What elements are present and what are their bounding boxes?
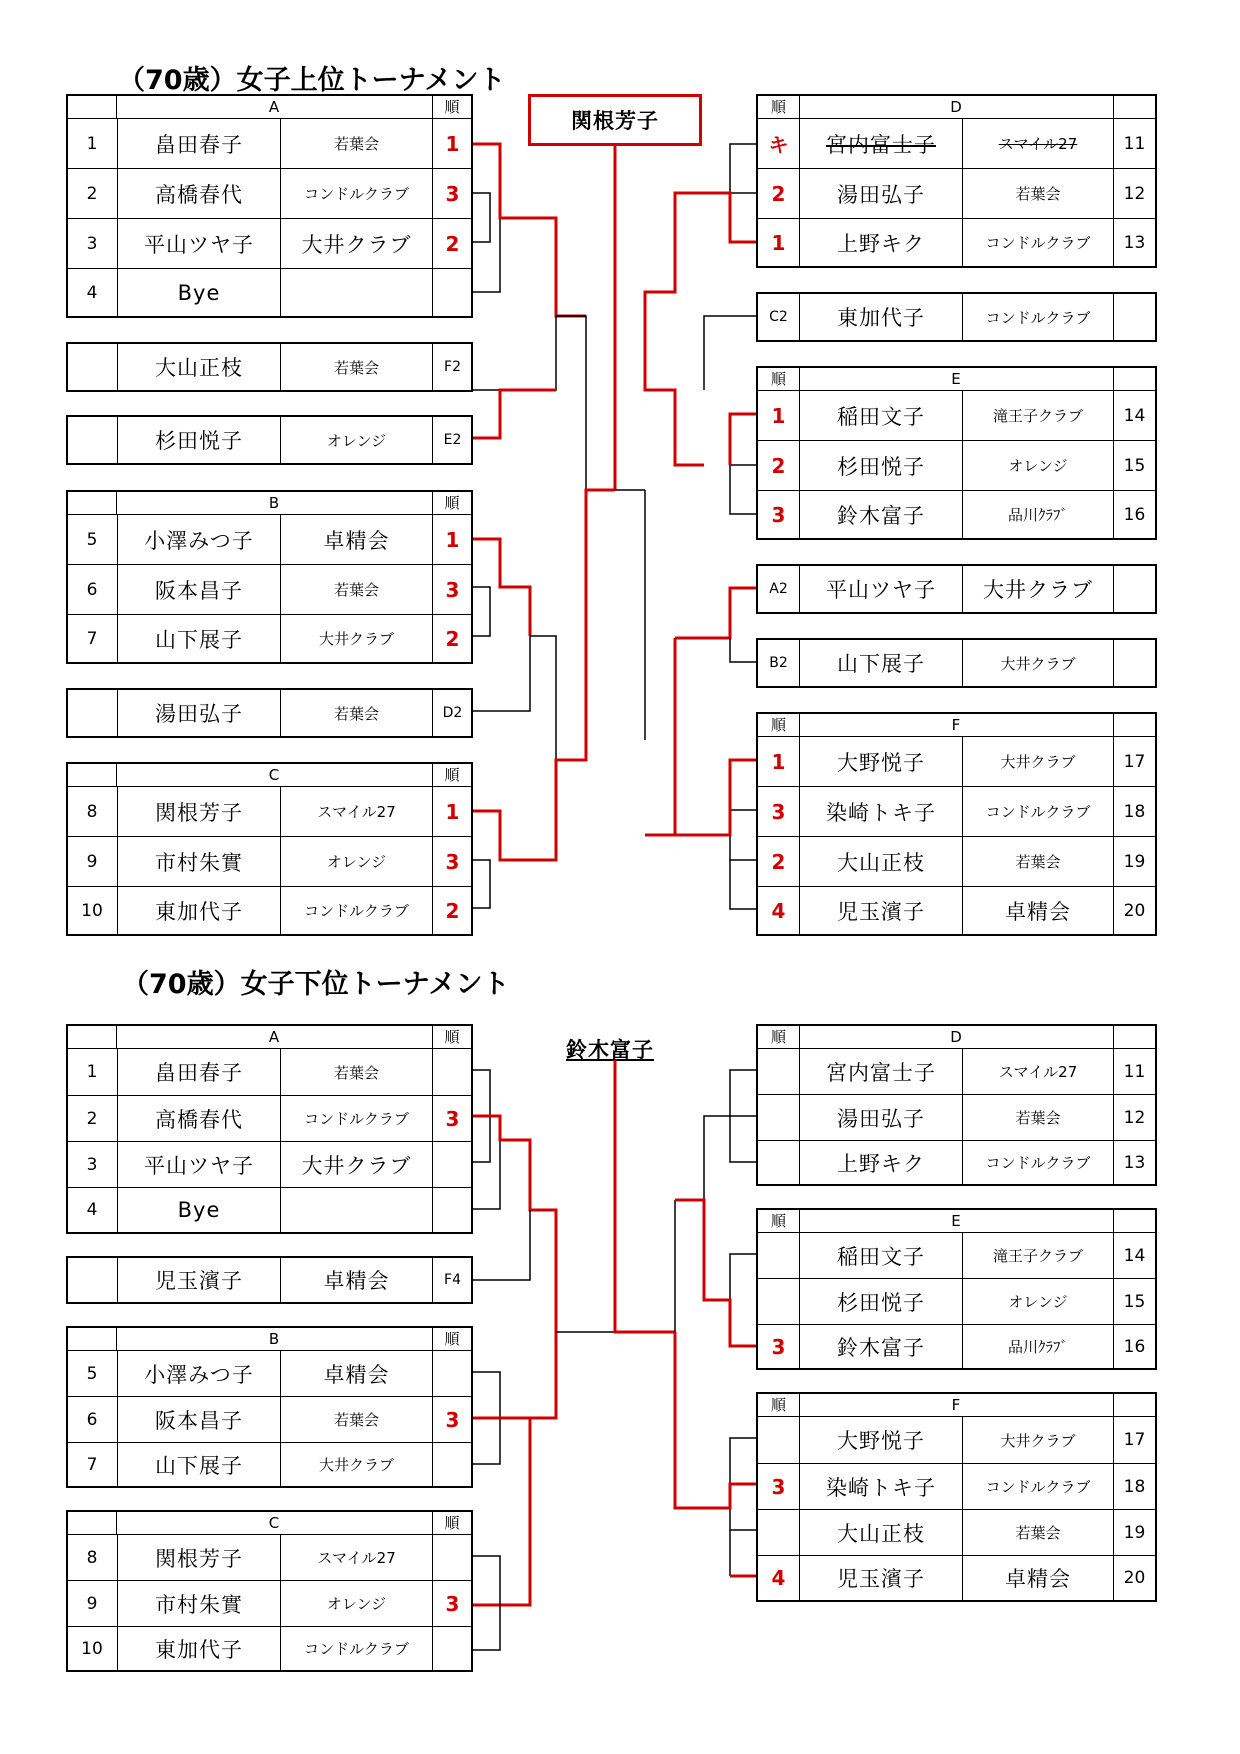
seed-code: D2 bbox=[432, 690, 472, 736]
rank-header: 順 bbox=[444, 1514, 460, 1532]
player-name: 大山正枝 bbox=[799, 837, 962, 886]
player-club: 若葉会 bbox=[962, 837, 1113, 886]
player-rank: 2 bbox=[432, 219, 472, 268]
player-club: 若葉会 bbox=[280, 344, 432, 390]
player-club: 大井クラブ bbox=[962, 640, 1113, 686]
player-club: コンドルクラブ bbox=[280, 1627, 432, 1670]
player-rank: 3 bbox=[432, 1397, 472, 1442]
player-name: 市村朱實 bbox=[117, 1581, 280, 1626]
player-club: コンドルクラブ bbox=[962, 1141, 1113, 1184]
player-name: 平山ツヤ子 bbox=[799, 566, 962, 612]
player-club: 品川ｸﾗﾌﾞ bbox=[962, 491, 1113, 538]
group-label: F bbox=[951, 716, 961, 734]
player-club: 若葉会 bbox=[280, 1049, 432, 1095]
player-rank: 2 bbox=[432, 615, 472, 662]
seed-number: 2 bbox=[86, 183, 98, 204]
player-rank: 3 bbox=[771, 502, 786, 527]
player-name: 山下展子 bbox=[799, 640, 962, 686]
upper-a-out bbox=[556, 316, 586, 490]
player-club: 卓精会 bbox=[962, 1556, 1113, 1600]
lower-d-rr-lines bbox=[675, 1070, 756, 1200]
player-name: 山下展子 bbox=[117, 615, 280, 662]
player-name: 東加代子 bbox=[117, 887, 280, 934]
seed-code: A2 bbox=[769, 581, 788, 597]
player-name: 上野キク bbox=[799, 1141, 962, 1184]
player-name: Bye bbox=[117, 1188, 280, 1232]
seed-number: 11 bbox=[1113, 119, 1155, 168]
seed-number: 19 bbox=[1113, 1510, 1155, 1555]
seed-number: 16 bbox=[1113, 491, 1155, 538]
rank-header: 順 bbox=[770, 370, 786, 388]
rank-header: 順 bbox=[770, 98, 786, 116]
player-rank: 1 bbox=[432, 119, 472, 168]
seed-number: 15 bbox=[1113, 441, 1155, 490]
rank-header: 順 bbox=[444, 766, 460, 784]
player-club: 品川ｸﾗﾌﾞ bbox=[962, 1325, 1113, 1368]
player-name: 宮内富士子 bbox=[799, 1049, 962, 1094]
player-rank: 1 bbox=[432, 787, 472, 836]
player-name: 湯田弘子 bbox=[799, 1095, 962, 1140]
upper-title: （70歳）女子上位トーナメント bbox=[118, 65, 506, 96]
group-label: E bbox=[951, 370, 961, 388]
upper-a2-out bbox=[645, 638, 675, 835]
player-name: 東加代子 bbox=[799, 294, 962, 340]
player-name: 湯田弘子 bbox=[799, 169, 962, 218]
player-name: 大山正枝 bbox=[117, 344, 280, 390]
player-name: 平山ツヤ子 bbox=[117, 1142, 280, 1187]
player-club: 若葉会 bbox=[280, 565, 432, 614]
rank-header: 順 bbox=[444, 1330, 460, 1348]
lower-final-line bbox=[615, 1060, 675, 1332]
group-label: C bbox=[268, 766, 280, 784]
upper-f-winner-line bbox=[675, 760, 756, 835]
lower-a-rr-lines bbox=[473, 1070, 500, 1209]
group-label: D bbox=[950, 98, 962, 116]
seed-number: 19 bbox=[1113, 837, 1155, 886]
player-name: 大山正枝 bbox=[799, 1510, 962, 1555]
upper-a2-line bbox=[675, 588, 756, 638]
player-club: コンドルクラブ bbox=[962, 294, 1113, 340]
upper-b-rr-lines bbox=[473, 587, 490, 636]
rank-header: 順 bbox=[770, 1212, 786, 1230]
player-rank: 4 bbox=[771, 898, 786, 923]
seed-number: 8 bbox=[86, 801, 98, 822]
player-rank: 3 bbox=[771, 1334, 786, 1359]
player-name: 児玉濱子 bbox=[117, 1258, 280, 1302]
player-name: 関根芳子 bbox=[117, 787, 280, 836]
player-name: 畠田春子 bbox=[117, 119, 280, 168]
player-club: 卓精会 bbox=[962, 887, 1113, 934]
player-name: 鈴木富子 bbox=[799, 491, 962, 538]
player-rank: 3 bbox=[432, 1096, 472, 1141]
upper-c-winner-line bbox=[473, 490, 615, 860]
group-label: C bbox=[268, 1514, 280, 1532]
player-club: コンドルクラブ bbox=[962, 787, 1113, 836]
player-name: 高橋春代 bbox=[117, 169, 280, 218]
seed-number: 1 bbox=[86, 1062, 98, 1082]
seed-number: 10 bbox=[81, 1638, 103, 1659]
player-club: 若葉会 bbox=[962, 1510, 1113, 1555]
seed-number: 20 bbox=[1113, 1556, 1155, 1600]
seed-number: 17 bbox=[1113, 737, 1155, 786]
seed-number: 17 bbox=[1113, 1417, 1155, 1463]
seed-number: 4 bbox=[86, 282, 98, 303]
upper-b-out bbox=[530, 636, 556, 760]
seed-code: C2 bbox=[769, 309, 788, 325]
player-rank: 1 bbox=[771, 230, 786, 255]
player-club: 大井クラブ bbox=[280, 219, 432, 268]
player-club: オレンジ bbox=[280, 417, 432, 463]
player-name: 杉田悦子 bbox=[799, 441, 962, 490]
lower-f4-line bbox=[473, 1210, 530, 1280]
upper-e-rr-lines bbox=[730, 465, 756, 514]
player-name: 平山ツヤ子 bbox=[117, 219, 280, 268]
player-rank: 1 bbox=[771, 749, 786, 774]
lower-a-winner-line bbox=[473, 1116, 556, 1332]
player-rank: 1 bbox=[771, 403, 786, 428]
lower-f-winner-line bbox=[675, 1332, 756, 1508]
player-name: 阪本昌子 bbox=[117, 565, 280, 614]
player-rank: 2 bbox=[432, 887, 472, 934]
player-name: 畠田春子 bbox=[117, 1049, 280, 1095]
upper-winner-name: 関根芳子 bbox=[571, 109, 659, 133]
player-name: 大野悦子 bbox=[799, 1417, 962, 1463]
player-name: 東加代子 bbox=[117, 1627, 280, 1670]
seed-code: F4 bbox=[432, 1258, 472, 1302]
seed-number: 7 bbox=[86, 1454, 98, 1475]
player-club: コンドルクラブ bbox=[280, 1096, 432, 1141]
seed-number: 4 bbox=[86, 1200, 98, 1220]
player-club: コンドルクラブ bbox=[280, 887, 432, 934]
player-name: 杉田悦子 bbox=[799, 1279, 962, 1324]
player-rank: 4 bbox=[771, 1566, 786, 1590]
seed-number: 13 bbox=[1113, 1141, 1155, 1184]
seed-number: 7 bbox=[86, 628, 98, 649]
upper-e-winner-line bbox=[730, 414, 756, 465]
player-club: オレンジ bbox=[280, 1581, 432, 1626]
player-club: コンドルクラブ bbox=[962, 219, 1113, 266]
player-name: 小澤みつ子 bbox=[117, 1351, 280, 1396]
player-name: 小澤みつ子 bbox=[117, 515, 280, 564]
seed-number: 3 bbox=[86, 233, 98, 254]
rank-header: 順 bbox=[444, 1028, 460, 1046]
upper-f2-line bbox=[473, 316, 556, 390]
seed-number: 12 bbox=[1113, 169, 1155, 218]
group-label: B bbox=[268, 494, 280, 512]
seed-code: B2 bbox=[769, 655, 788, 671]
player-club: 大井クラブ bbox=[280, 1443, 432, 1486]
player-name: 染崎トキ子 bbox=[799, 787, 962, 836]
upper-b2-line bbox=[730, 638, 756, 662]
upper-e2-line bbox=[473, 390, 556, 438]
upper-d2-line bbox=[473, 636, 530, 711]
player-name: 宮内富士子 bbox=[799, 119, 962, 168]
lower-e-winner-line bbox=[675, 1200, 756, 1346]
player-rank: キ bbox=[768, 133, 789, 157]
group-label: D bbox=[950, 1028, 962, 1046]
seed-number: 5 bbox=[86, 1363, 98, 1384]
seed-number: 12 bbox=[1113, 1095, 1155, 1140]
player-club: 大井クラブ bbox=[962, 737, 1113, 786]
rank-header: 順 bbox=[444, 494, 460, 512]
seed-number: 9 bbox=[86, 851, 98, 872]
upper-f-rr-lines bbox=[730, 810, 756, 909]
player-name: 市村朱實 bbox=[117, 837, 280, 886]
player-name: 阪本昌子 bbox=[117, 1397, 280, 1442]
seed-number: 1 bbox=[86, 133, 98, 154]
player-name: 稲田文子 bbox=[799, 391, 962, 440]
player-rank: 3 bbox=[771, 799, 786, 824]
rank-header: 順 bbox=[770, 716, 786, 734]
player-club: スマイル27 bbox=[280, 1535, 432, 1580]
lower-e-rr-lines bbox=[730, 1254, 756, 1346]
player-name: 関根芳子 bbox=[117, 1535, 280, 1580]
seed-number: 3 bbox=[86, 1154, 98, 1175]
player-rank: 3 bbox=[771, 1474, 786, 1499]
rank-header: 順 bbox=[770, 1396, 786, 1414]
player-name: 染崎トキ子 bbox=[799, 1464, 962, 1509]
player-club: 滝王子クラブ bbox=[962, 391, 1113, 440]
player-club: 滝王子クラブ bbox=[962, 1233, 1113, 1278]
lower-winner-name: 鈴木富子 bbox=[566, 1038, 654, 1062]
seed-number: 6 bbox=[86, 1409, 98, 1430]
player-name: 湯田弘子 bbox=[117, 690, 280, 736]
seed-number: 15 bbox=[1113, 1279, 1155, 1324]
player-club: オレンジ bbox=[962, 1279, 1113, 1324]
player-rank: 3 bbox=[432, 1581, 472, 1626]
seed-code: E2 bbox=[432, 417, 472, 463]
player-club: 大井クラブ bbox=[280, 615, 432, 662]
player-club: 若葉会 bbox=[280, 1397, 432, 1442]
player-rank: 3 bbox=[432, 837, 472, 886]
upper-d-winner-line bbox=[645, 193, 756, 465]
lower-f-rr-lines bbox=[730, 1438, 756, 1576]
player-club: オレンジ bbox=[280, 837, 432, 886]
player-rank: 2 bbox=[771, 849, 786, 874]
player-club: コンドルクラブ bbox=[280, 169, 432, 218]
group-label: A bbox=[268, 1028, 280, 1046]
upper-c-rr-lines bbox=[473, 860, 490, 908]
seed-number: 8 bbox=[86, 1547, 98, 1568]
player-club: コンドルクラブ bbox=[962, 1464, 1113, 1509]
seed-number: 18 bbox=[1113, 1464, 1155, 1509]
player-club: 卓精会 bbox=[280, 515, 432, 564]
seed-number: 16 bbox=[1113, 1325, 1155, 1368]
player-name: 大野悦子 bbox=[799, 737, 962, 786]
upper-a-rr-lines bbox=[473, 144, 500, 292]
player-club: オレンジ bbox=[962, 441, 1113, 490]
player-club: 若葉会 bbox=[962, 169, 1113, 218]
player-name: 高橋春代 bbox=[117, 1096, 280, 1141]
player-club: 大井クラブ bbox=[280, 1142, 432, 1187]
rank-header: 順 bbox=[444, 98, 460, 116]
player-club: 卓精会 bbox=[280, 1258, 432, 1302]
player-name: 山下展子 bbox=[117, 1443, 280, 1486]
player-name: 児玉濱子 bbox=[799, 887, 962, 934]
lower-c-rr-lines bbox=[473, 1556, 500, 1650]
lower-bc-out bbox=[530, 1332, 556, 1418]
seed-number: 13 bbox=[1113, 219, 1155, 266]
seed-number: 10 bbox=[81, 900, 103, 921]
player-rank: 2 bbox=[771, 181, 786, 206]
lower-title: （70歳）女子下位トーナメント bbox=[122, 969, 510, 1000]
player-name: 上野キク bbox=[799, 219, 962, 266]
upper-c2-line bbox=[704, 316, 756, 390]
seed-number: 9 bbox=[86, 1593, 98, 1614]
player-club: 若葉会 bbox=[280, 119, 432, 168]
player-rank: 3 bbox=[432, 565, 472, 614]
player-club: 若葉会 bbox=[280, 690, 432, 736]
player-club: スマイル27 bbox=[962, 1049, 1113, 1094]
player-club: スマイル27 bbox=[280, 787, 432, 836]
upper-d-rr-lines bbox=[730, 144, 756, 242]
player-name: 児玉濱子 bbox=[799, 1556, 962, 1600]
player-name: 杉田悦子 bbox=[117, 417, 280, 463]
player-name: Bye bbox=[117, 269, 280, 316]
player-rank: 1 bbox=[432, 515, 472, 564]
player-club: 卓精会 bbox=[280, 1351, 432, 1396]
seed-number: 14 bbox=[1113, 1233, 1155, 1278]
player-club: 大井クラブ bbox=[962, 1417, 1113, 1463]
player-name: 鈴木富子 bbox=[799, 1325, 962, 1368]
player-club: 大井クラブ bbox=[962, 566, 1113, 612]
player-rank: 2 bbox=[771, 453, 786, 478]
seed-number: 11 bbox=[1113, 1049, 1155, 1094]
rank-header: 順 bbox=[770, 1028, 786, 1046]
group-label: B bbox=[268, 1330, 280, 1348]
player-name: 稲田文子 bbox=[799, 1233, 962, 1278]
group-label: A bbox=[268, 98, 280, 116]
seed-number: 5 bbox=[86, 529, 98, 550]
player-club: スマイル27 bbox=[962, 119, 1113, 168]
seed-number: 2 bbox=[86, 1108, 98, 1129]
seed-number: 14 bbox=[1113, 391, 1155, 440]
group-label: F bbox=[951, 1396, 961, 1414]
group-label: E bbox=[951, 1212, 961, 1230]
seed-number: 6 bbox=[86, 579, 98, 600]
seed-number: 18 bbox=[1113, 787, 1155, 836]
player-club: 若葉会 bbox=[962, 1095, 1113, 1140]
lower-b-winner-line bbox=[473, 1418, 530, 1605]
seed-number: 20 bbox=[1113, 887, 1155, 934]
seed-code: F2 bbox=[432, 344, 472, 390]
player-rank: 3 bbox=[432, 169, 472, 218]
